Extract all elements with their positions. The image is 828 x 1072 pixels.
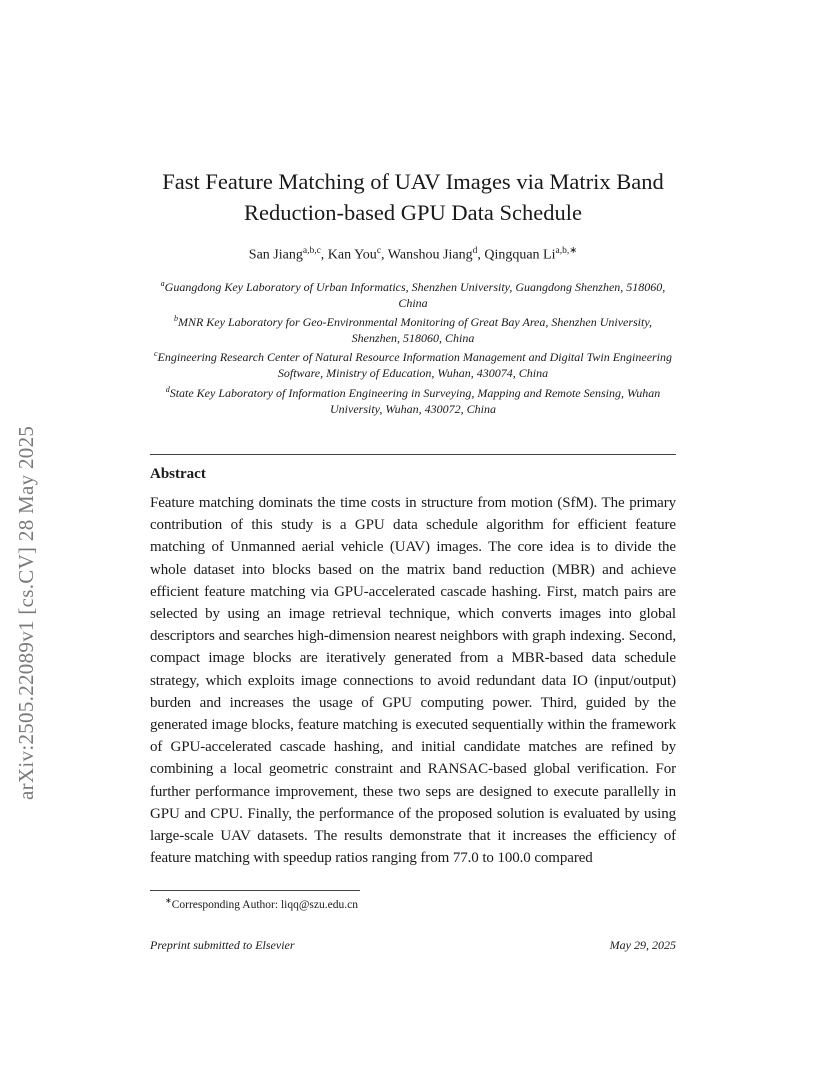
affiliation-marker: c — [153, 349, 158, 359]
paper-title — [150, 166, 676, 228]
author-affiliation-marker: d — [472, 246, 478, 256]
affiliation-text: Engineering Research Center of Natural Resource Information Management and Digital Twin Engineering Software, Ministry of Education, Wuhan, 430074, China — [157, 350, 673, 381]
author-name: Qingquan Li — [484, 247, 556, 263]
paper-title-line-1: Fast Feature Matching of UAV Images via Matrix Band — [162, 169, 664, 194]
author-name: Kan You — [327, 247, 377, 263]
affiliation-item — [150, 311, 676, 346]
footer-date: May 29, 2025 — [609, 938, 676, 952]
author-affiliation-marker: a,b,∗ — [555, 246, 578, 256]
footnote-text: Corresponding Author: liqq@szu.edu.cn — [171, 898, 358, 911]
affiliation-marker: a — [160, 279, 165, 288]
affiliation-list — [150, 276, 676, 417]
paper-title-line-2: Reduction-based GPU Data Schedule — [243, 200, 583, 225]
abstract-heading: Abstract — [150, 466, 206, 482]
author-affiliation-marker: a,b,c — [302, 246, 321, 256]
affiliation-text: MNR Key Laboratory for Geo-Environmental Monitoring of Great Bay Area, Shenzhen University, Shenzhen, 518060, China — [177, 315, 653, 346]
affiliation-item — [150, 382, 676, 417]
affiliation-marker: d — [165, 384, 170, 394]
author-name: Wanshou Jiang — [387, 247, 473, 263]
author-name: San Jiang — [248, 247, 303, 263]
abstract-text: Feature matching dominats the time costs in structure from motion (SfM). The primary contribution of this study is a GPU data schedule algorithm for efficient feature matching of Unmanned aerial vehicle (UAV) images. The core idea is to divide the whole dataset into blocks based on the matrix band reduction (MBR) and achieve efficient feature matching via GPU-accelerated cascade hashing. First, match pairs are selected by using an image retrieval technique, which converts images into global descriptors and searches high-dimension nearest neighbors with graph indexing. Second, compact image blocks are iteratively generated from a MBR-based data schedule strategy, which exploits image connections to avoid redundant data IO (input/output) burden and increases the usage of GPU computing power. Third, guided by the generated image blocks, feature matching is executed sequentially within the framework of GPU-accelerated cascade hashing, and initial candidate matches are refined by combining a local geometric constraint and RANSAC-based global verification. For further performance improvement, these two seps are designed to execute parallelly in GPU and CPU. Finally, the performance of the proposed solution is evaluated by using large-scale UAV datasets. The results demonstrate that it increases the efficiency of feature matching with speedup ratios ranging from 77.0 to 100.0 compared — [150, 495, 676, 867]
abstract-top-rule — [150, 454, 676, 455]
affiliation-text: Guangdong Key Laboratory of Urban Informatics, Shenzhen University, Guangdong Shenzhen, 518060, China — [164, 280, 666, 311]
footnote-marker: ∗ — [165, 896, 172, 905]
affiliation-item — [150, 276, 676, 311]
author-affiliation-marker: c — [376, 246, 382, 256]
affiliation-item — [150, 346, 676, 381]
footnote-rule — [150, 890, 360, 891]
footnote — [165, 896, 358, 911]
author-list: San Jiang$^{a,b,c}$, Kan You$^c$, Wanshou Jiang$^d$, Qingquan $Li^{a,b,∗}$ — [248, 246, 578, 263]
footer-preprint-note: Preprint submitted to Elsevier — [150, 938, 295, 952]
arxiv-identifier-stamp: arXiv:2505.22089v1 [cs.CV] 28 May 2025 — [14, 425, 38, 800]
affiliation-text: State Key Laboratory of Information Engineering in Surveying, Mapping and Remote Sensing, Wuhan University, Wuhan, 430072, China — [169, 385, 661, 416]
affiliation-marker: b — [173, 314, 178, 324]
